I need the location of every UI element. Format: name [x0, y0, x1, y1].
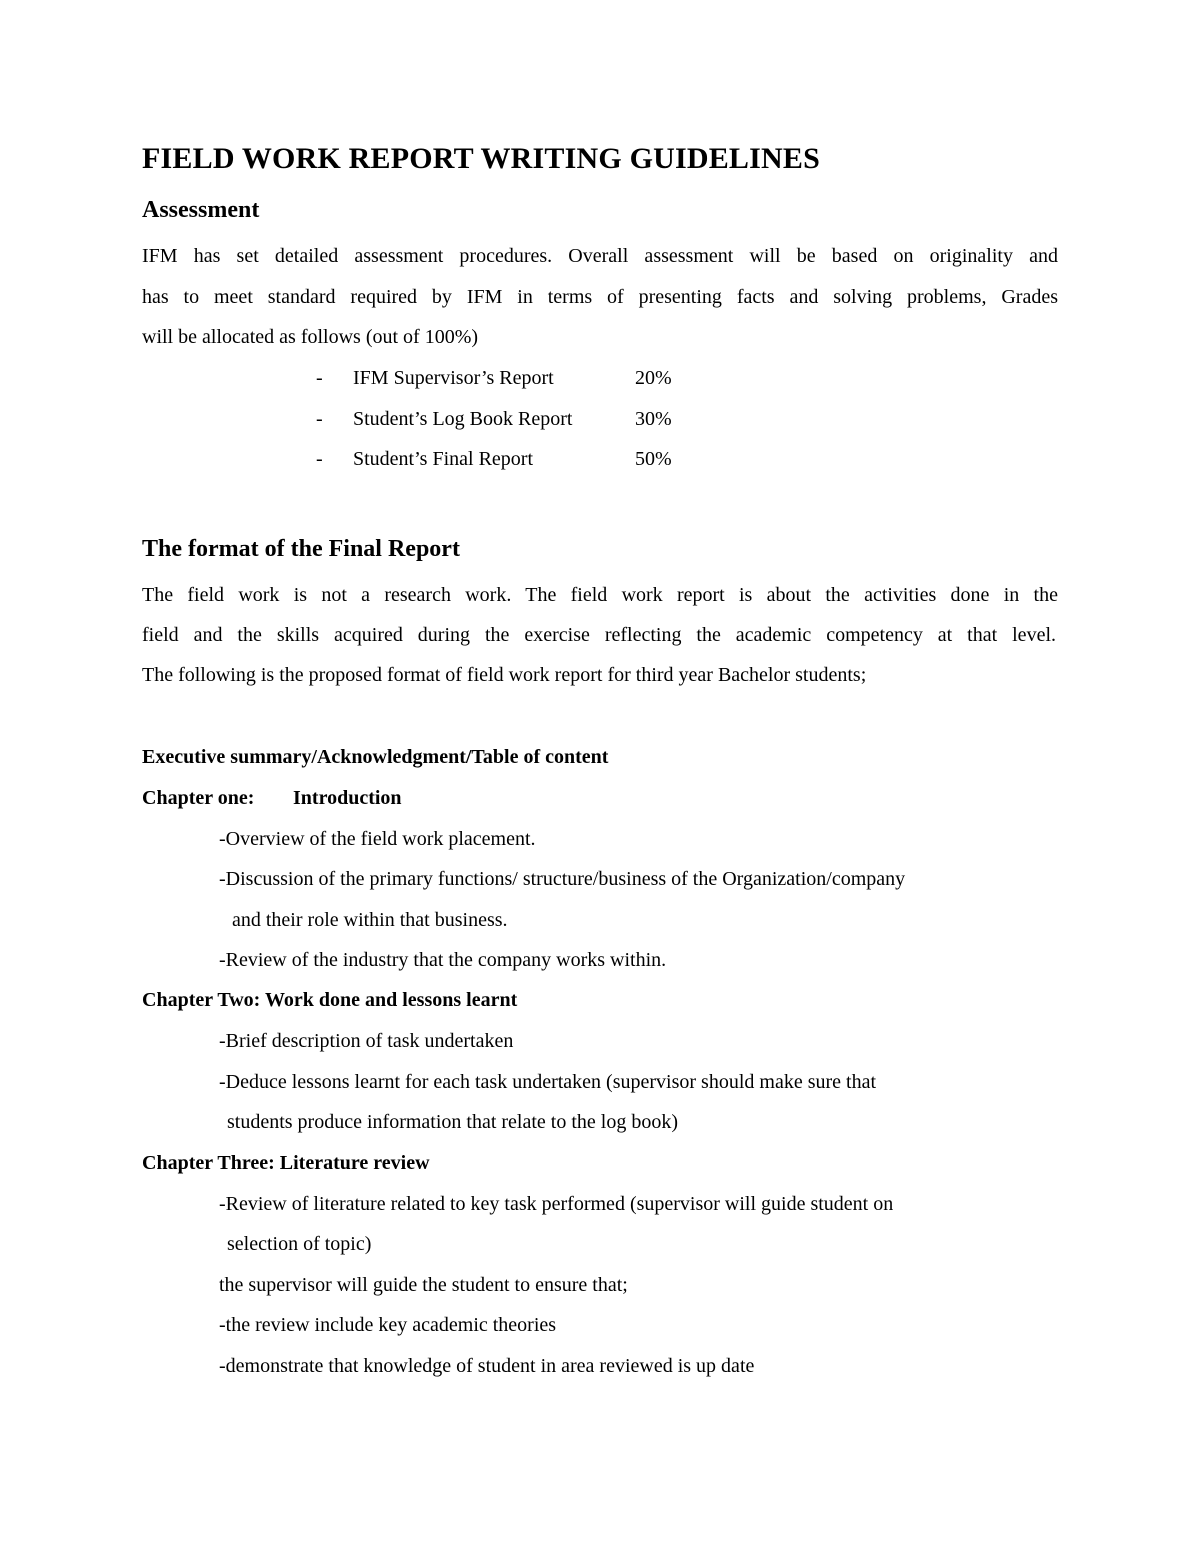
chapter-two-heading: Chapter Two: Work done and lessons learnt: [142, 989, 518, 1011]
allocation-label: Student’s Final Report: [353, 448, 533, 470]
chapter-three-item: -Review of literature related to key task performed (supervisor will guide student on: [219, 1193, 894, 1215]
allocation-percent: 30%: [635, 408, 672, 430]
chapter-one-item: -Overview of the field work placement.: [219, 828, 536, 850]
allocation-item: [0, 408, 1200, 436]
assessment-heading: Assessment: [142, 197, 260, 223]
chapter-one-title: Introduction: [293, 787, 402, 809]
chapter-two-item: -Deduce lessons learnt for each task undertaken (supervisor should make sure that: [219, 1071, 877, 1093]
chapter-one-item: -Review of the industry that the company works within.: [219, 949, 667, 971]
format-paragraph-line: field and the skills acquired during the exercise reflecting the academic competency at that level.: [142, 624, 1056, 646]
assessment-paragraph-line: IFM has set detailed assessment procedures. Overall assessment will be based on originality and: [142, 245, 1058, 267]
chapter-three-item: -demonstrate that knowledge of student in area reviewed is up date: [219, 1355, 755, 1377]
chapter-three-item: selection of topic): [227, 1233, 372, 1255]
allocation-label: Student’s Log Book Report: [353, 408, 573, 430]
allocation-item: [0, 367, 1200, 395]
chapter-one-item: -Discussion of the primary functions/ structure/business of the Organization/company: [219, 868, 906, 890]
chapter-three-item: -the review include key academic theories: [219, 1314, 557, 1336]
allocation-dash: -: [316, 448, 323, 470]
chapter-one-item: and their role within that business.: [232, 909, 508, 931]
assessment-paragraph-line: will be allocated as follows (out of 100%): [142, 326, 479, 348]
assessment-paragraph-line: has to meet standard required by IFM in terms of presenting facts and solving problems, Grades: [142, 286, 1058, 308]
format-paragraph-line: The following is the proposed format of field work report for third year Bachelor students;: [142, 664, 867, 686]
allocation-item: [0, 448, 1200, 476]
allocation-dash: -: [316, 367, 323, 389]
chapter-two-item: -Brief description of task undertaken: [219, 1030, 514, 1052]
front-matter-heading: Executive summary/Acknowledgment/Table of content: [142, 746, 609, 768]
page-title: FIELD WORK REPORT WRITING GUIDELINES: [142, 142, 820, 175]
format-paragraph-line: The field work is not a research work. The field work report is about the activities done in the: [142, 584, 1058, 606]
chapter-three-heading: Chapter Three: Literature review: [142, 1152, 430, 1174]
chapter-two-item: students produce information that relate to the log book): [227, 1111, 678, 1133]
allocation-percent: 50%: [635, 448, 672, 470]
format-heading: The format of the Final Report: [142, 536, 460, 562]
allocation-percent: 20%: [635, 367, 672, 389]
chapter-one-label: Chapter one:: [142, 787, 255, 809]
allocation-dash: -: [316, 408, 323, 430]
allocation-label: IFM Supervisor’s Report: [353, 367, 554, 389]
chapter-three-item: the supervisor will guide the student to ensure that;: [219, 1274, 628, 1296]
